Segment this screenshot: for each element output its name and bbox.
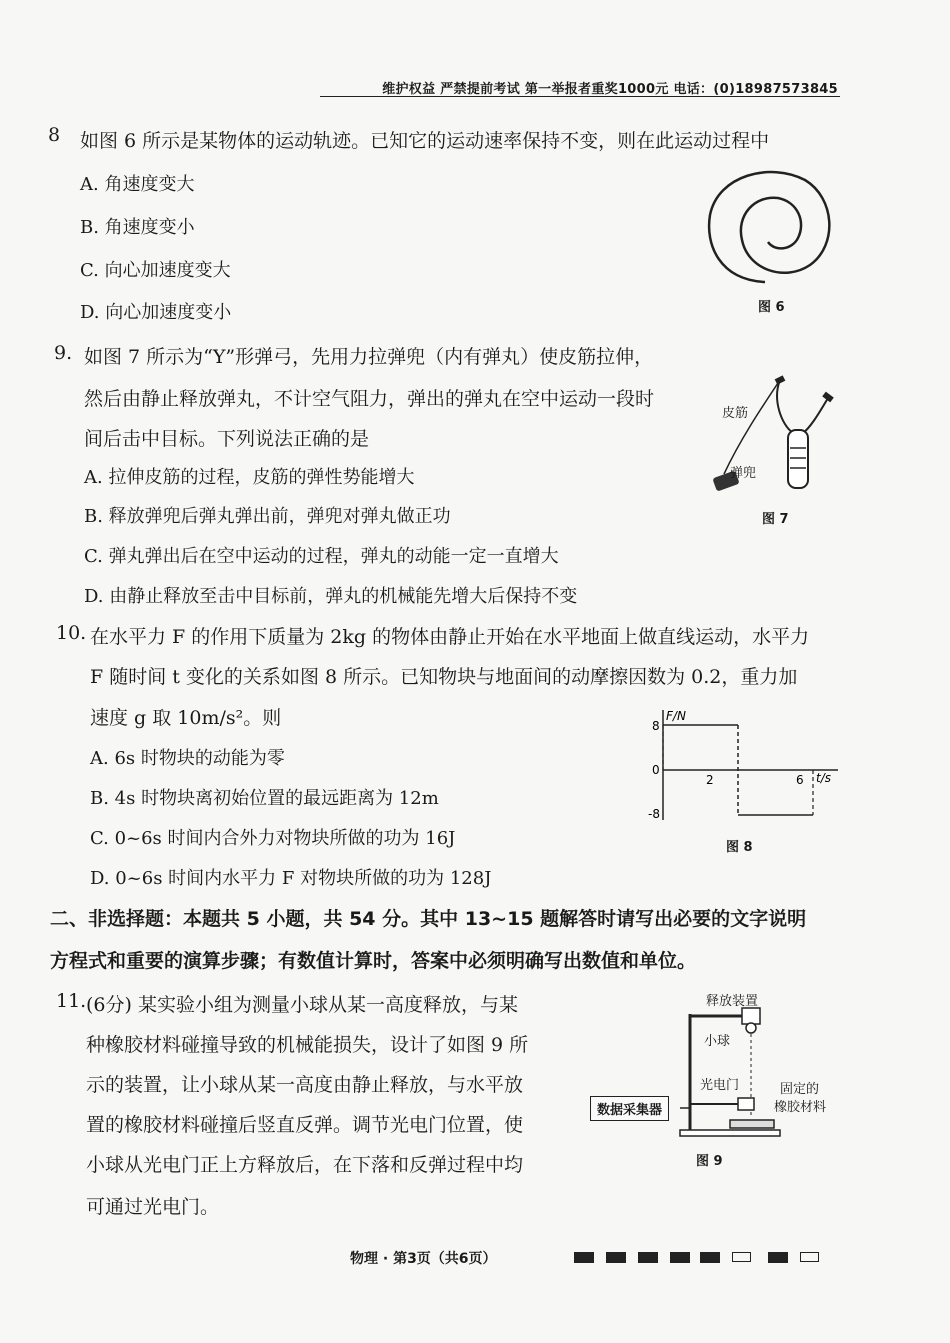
q9-stem-line2: 然后由静止释放弹丸，不计空气阻力，弹出的弹丸在空中运动一段时 (84, 388, 655, 410)
fig7-band-label: 皮筋 (722, 406, 749, 421)
q8-stem: 如图 6 所示是某物体的运动轨迹。已知它的运动速率保持不变，则在此运动过程中 (80, 130, 770, 152)
fig9-caption: 图 9 (696, 1154, 723, 1169)
q10-option-c: C. 0~6s 时间内合外力对物块所做的功为 16J (90, 828, 456, 849)
marker-block (700, 1252, 720, 1263)
marker-block-open (732, 1252, 751, 1262)
q9-option-d: D. 由静止释放至击中目标前，弹丸的机械能先增大后保持不变 (84, 586, 578, 607)
x-tick-6: 6 (796, 773, 804, 787)
q9-option-c: C. 弹丸弹出后在空中运动的过程，弹丸的动能一定一直增大 (84, 546, 559, 567)
y-tick-top: 8 (652, 719, 660, 733)
page-footer: 物理 · 第3页（共6页） (350, 1251, 497, 1267)
q9-option-a: A. 拉伸皮筋的过程，皮筋的弹性势能增大 (84, 467, 415, 488)
fig9-gate-label: 光电门 (700, 1078, 740, 1093)
fig9-rubber-label-1: 固定的 (780, 1082, 820, 1097)
fig9-release-label: 释放装置 (706, 994, 759, 1009)
q11-stem-line3: 示的装置，让小球从某一高度由静止释放，与水平放 (86, 1074, 524, 1096)
q9-stem-line1: 如图 7 所示为“Y”形弹弓，先用力拉弹兜（内有弹丸）使皮筋拉伸， (84, 346, 654, 368)
marker-block (574, 1252, 594, 1263)
q11-stem-line6: 可通过光电门。 (86, 1196, 220, 1218)
q10-stem-line1: 在水平力 F 的作用下质量为 2kg 的物体由静止开始在水平地面上做直线运动，水平力 (90, 626, 810, 648)
q11-stem-line5: 小球从光电门正上方释放后，在下落和反弹过程中均 (86, 1154, 524, 1176)
q10-option-a: A. 6s 时物块的动能为零 (90, 748, 285, 769)
force-time-chart (648, 700, 848, 830)
marker-block (638, 1252, 658, 1263)
q8-number: 8 (48, 124, 61, 146)
fig6-caption: 图 6 (758, 300, 785, 315)
x-tick-2: 2 (706, 773, 714, 787)
q8-option-a: A. 角速度变大 (80, 174, 195, 195)
q8-option-c: C. 向心加速度变大 (80, 260, 231, 281)
q10-stem-line2: F 随时间 t 变化的关系如图 8 所示。已知物块与地面间的动摩擦因数为 0.2，重力加 (90, 666, 798, 688)
marker-block (768, 1252, 788, 1263)
y-tick-bottom: -8 (648, 807, 660, 821)
section2-line1: 二、非选择题：本题共 5 小题，共 54 分。其中 13~15 题解答时请写出必要的文字说明 (50, 908, 807, 930)
q10-stem-line3: 速度 g 取 10m/s²。则 (90, 707, 282, 729)
fig7-caption: 图 7 (762, 512, 789, 527)
fig9-ball-label: 小球 (704, 1034, 731, 1049)
q9-option-b: B. 释放弹兜后弹丸弹出前，弹兜对弹丸做正功 (84, 506, 451, 527)
q8-option-b: B. 角速度变小 (80, 217, 195, 238)
q10-number: 10. (56, 622, 87, 644)
q11-number: 11. (56, 990, 87, 1012)
q11-stem-line4: 置的橡胶材料碰撞后竖直反弹。调节光电门位置，使 (86, 1114, 524, 1136)
fig7-pouch-label: 弹兜 (730, 466, 757, 481)
y-axis-label: F/N (666, 709, 686, 723)
y-tick-zero: 0 (652, 763, 660, 777)
marker-block (606, 1252, 626, 1263)
section2-line2: 方程式和重要的演算步骤；有数值计算时，答案中必须明确写出数值和单位。 (50, 950, 697, 972)
q8-option-d: D. 向心加速度变小 (80, 302, 232, 323)
marker-block-open (800, 1252, 819, 1262)
q10-option-b: B. 4s 时物块离初始位置的最远距离为 12m (90, 788, 439, 809)
spiral-figure (700, 160, 840, 290)
x-axis-label: t/s (816, 771, 831, 785)
q9-stem-line3: 间后击中目标。下列说法正确的是 (84, 428, 370, 450)
q11-stem-line2: 种橡胶材料碰撞导致的机械能损失，设计了如图 9 所 (86, 1034, 529, 1056)
fig8-caption: 图 8 (726, 840, 753, 855)
q10-option-d: D. 0~6s 时间内水平力 F 对物块所做的功为 128J (90, 868, 492, 889)
q11-stem-line1: (6分) 某实验小组为测量小球从某一高度释放，与某 (86, 994, 518, 1016)
q9-number: 9. (54, 342, 73, 364)
marker-block (670, 1252, 690, 1263)
fig9-collector-box: 数据采集器 (590, 1096, 669, 1121)
header-rule (320, 96, 840, 97)
exam-header: 维护权益 严禁提前考试 第一举报者重奖1000元 电话：(0)18987573845 (382, 82, 838, 97)
fig9-rubber-label-2: 橡胶材料 (774, 1100, 827, 1115)
